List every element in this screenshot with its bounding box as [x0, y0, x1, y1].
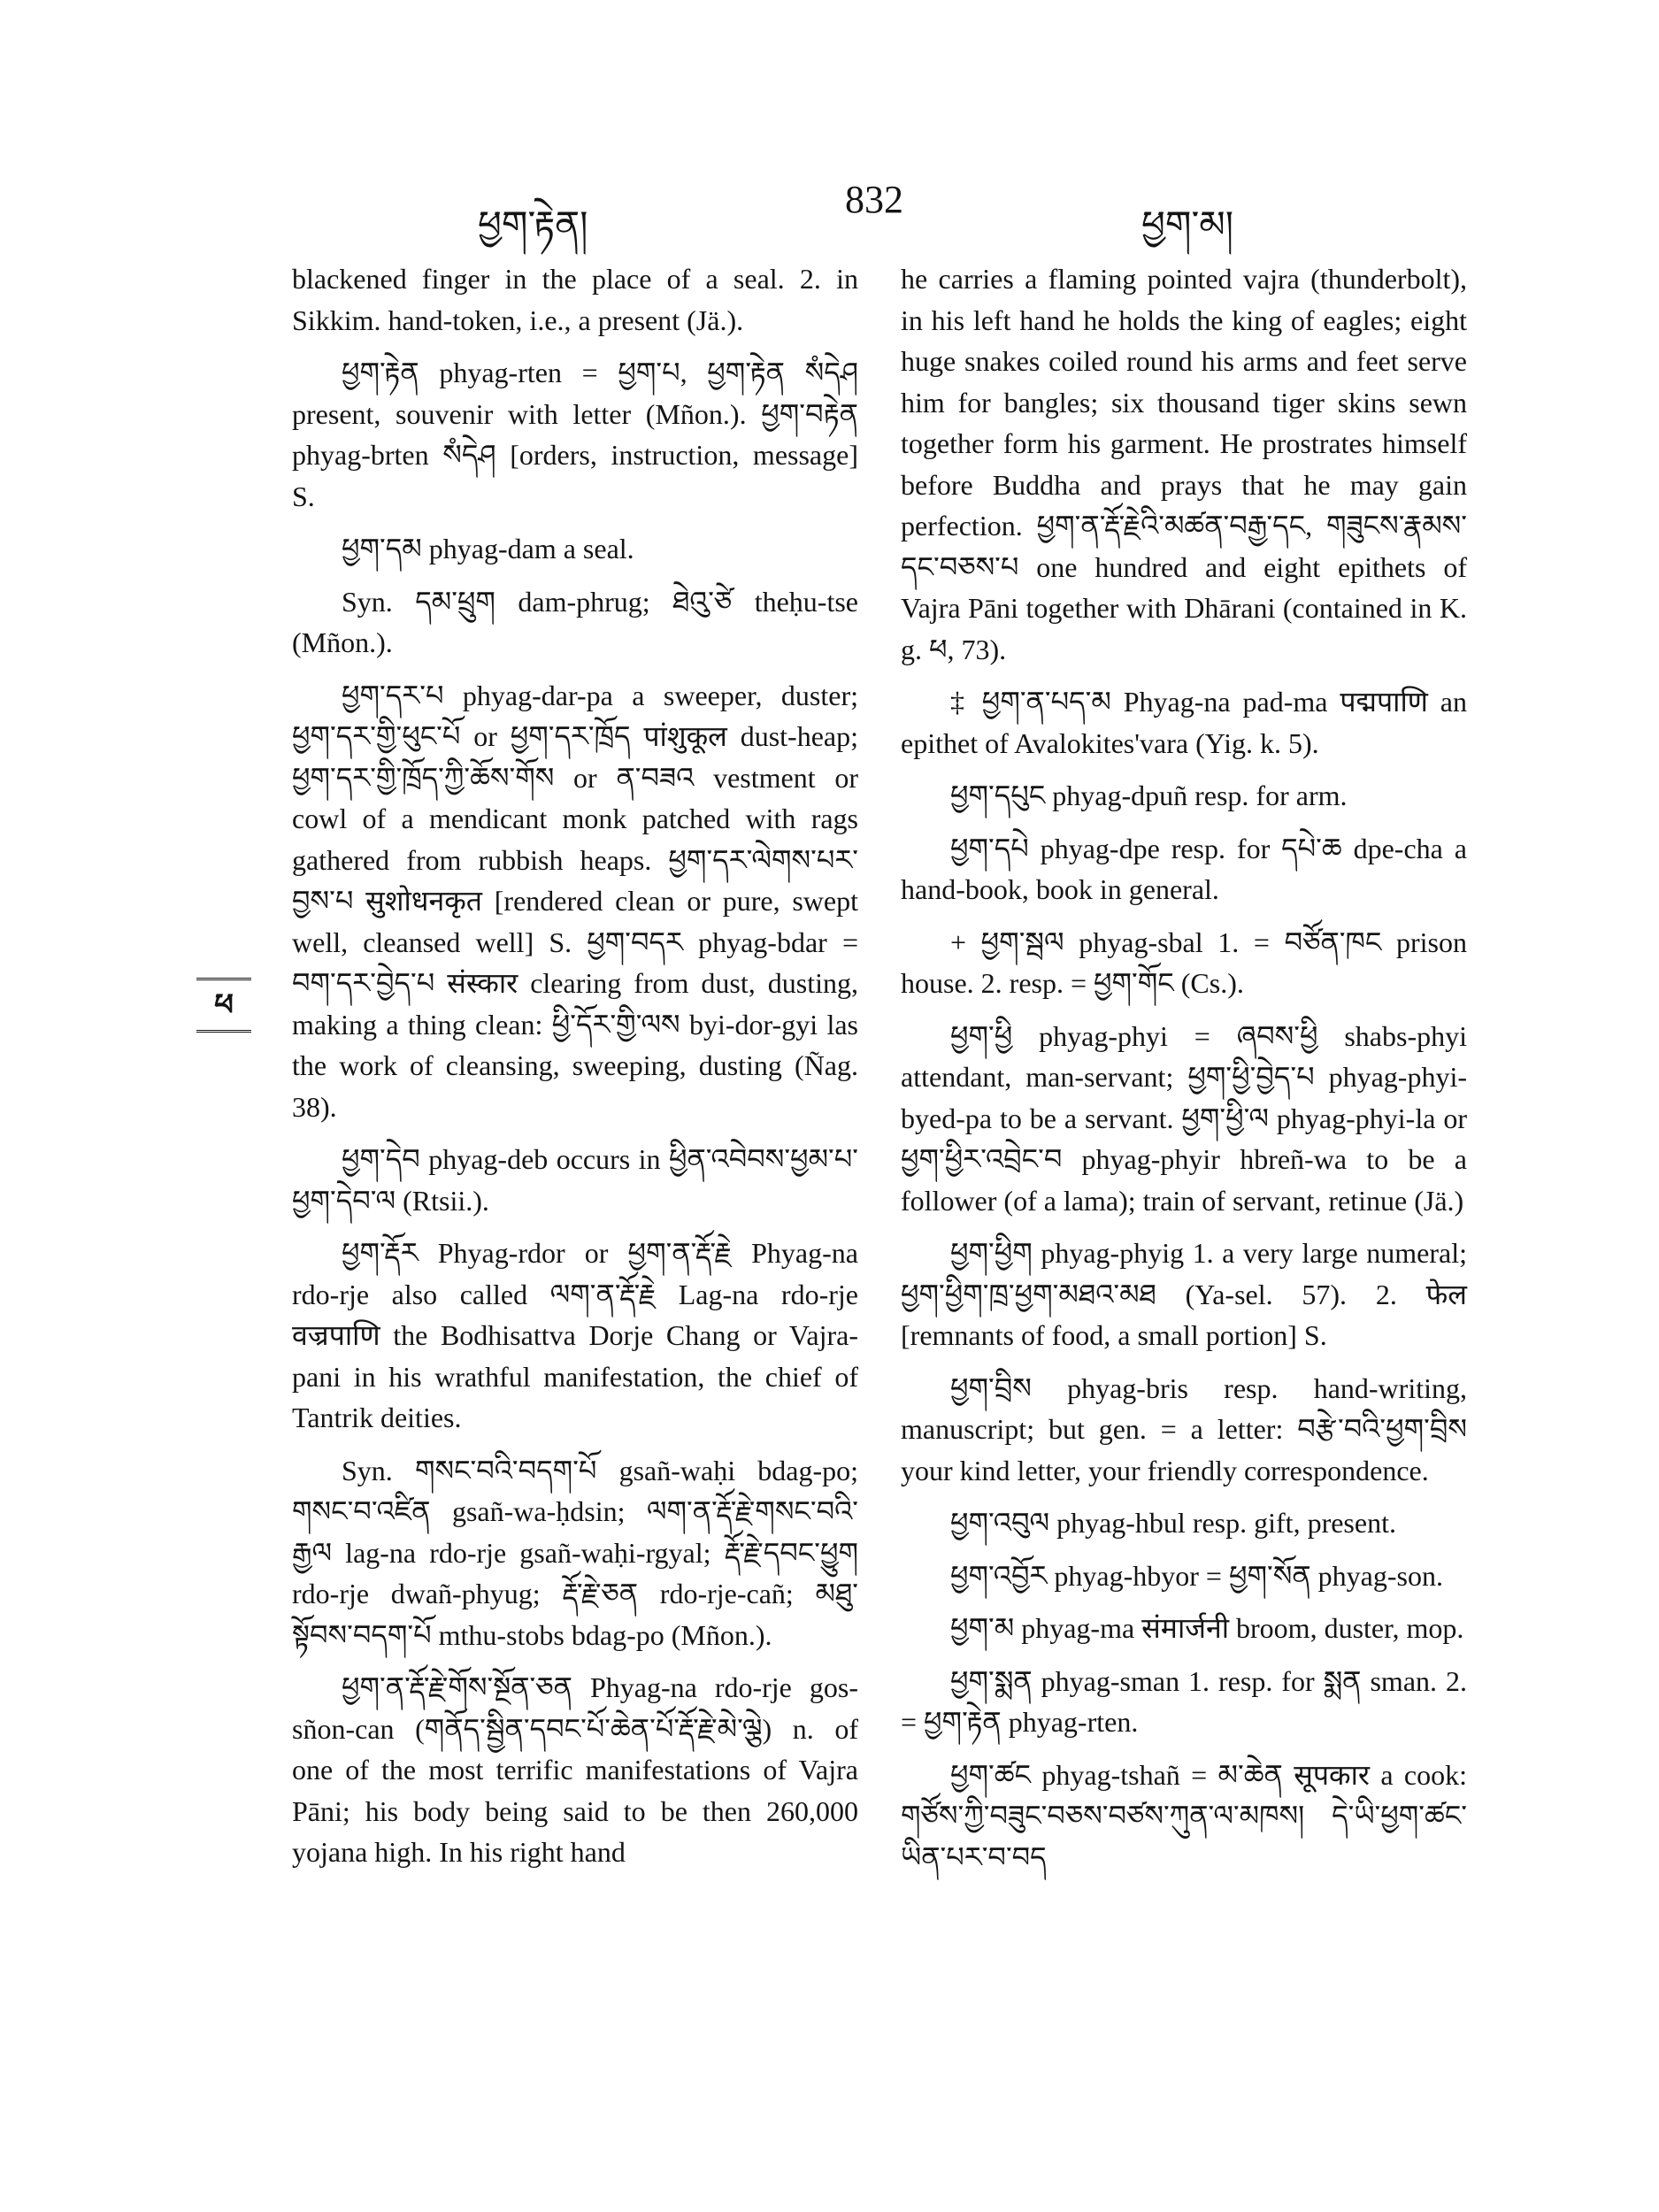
entry: ཕྱག་འབྱོར phyag-hbyor = ཕྱག་སོན phyag-son.: [950, 1559, 1443, 1592]
entry: ཕྱག་དར་པ phyag-dar-pa a sweeper, duster; ཕྱག་དར་གྱི་ཕུང་པོ or ཕྱག་དར་ཁྲོད पांशुकूल dust-heap; ཕྱག་དར་གྱི་ཁྲོད་ཀྱི་ཆོས་གོས or ན་བཟའ vestment or cowl of a mendicant monk patched with rags gathered from rubbish heaps. ཕྱག་དར་ལེགས་པར་བྱས་པ सुशोधनकृत [rendered clean or pure, swept well, cleansed well] S. ཕྱག་བདར phyag-bdar = བག་དར་བྱེད་པ संस्कार clearing from dust, dusting, making a thing clean: ཕྱི་དོར་གྱི་ལས byi-dor-gyi las the work of cleansing, sweeping, dusting (Ñag. 38).: [292, 679, 858, 1123]
entry: ཕྱག་སྨན phyag-sman 1. resp. for སྨན sman. 2. = ཕྱག་རྟེན phyag-rten.: [901, 1664, 1467, 1738]
page-number: 832: [845, 178, 903, 221]
entry: ཕྱག་རྡོར Phyag-rdor or ཕྱག་ན་རྡོ་རྗེ Phyag-na rdo-rje also called ལག་ན་རྡོ་རྗེ Lag-na rdo-rje वज्रपाणि the Bodhisattva Dorje Chang or Vajra-pani in his wrathful manifestation, the chief of Tantrik deities.: [292, 1237, 858, 1433]
entry: blackened finger in the place of a seal. 2. in Sikkim. hand-token, i.e., a present (Jä.).: [292, 263, 858, 336]
entry: ཕྱག་དམ phyag-dam a seal.: [342, 533, 634, 565]
entry: + ཕྱག་སྦལ phyag-sbal 1. = བཙོན་ཁང prison house. 2. resp. = ཕྱག་གོང (Cs.).: [901, 926, 1467, 999]
entry: ཕྱག་དེབ phyag-deb occurs in ཕྱིན་འབེབས་ཕྱམ་པ་ཕྱག་དེབ་ལ (Rtsii.).: [292, 1143, 858, 1217]
entry: ཕྱག་ཕྱིག phyag-phyig 1. a very large numeral; ཕྱག་ཕྱིག་ཁྲ་ཕྱག་མཐའ་མཐ (Ya-sel. 57). 2. फेल [remnants of food, a small portion] S.: [901, 1237, 1467, 1351]
header-left-word: ཕྱག་རྟེན།: [478, 203, 588, 246]
entry: he carries a flaming pointed vajra (thunderbolt), in his left hand he holds the king of eagles; eight huge snakes coiled round his arms and feet serve him for bangles; six thousand tiger skins sewn together form his garment. He prostrates himself before Buddha and prays that he may gain perfection. ཕྱག་ན་རྡོ་རྗེའི་མཚན་བརྒྱ་དང, གཟུངས་རྣམས་དང་བཅས་པ one hundred and eight epithets of Vajra Pāni together with Dhārani (contained in K. g. ཕ, 73).: [901, 263, 1467, 665]
entry: ཕྱག་རྟེན phyag-rten = ཕྱག་པ, ཕྱག་རྟེན སཾདེཤ present, souvenir with letter (Mñon.). ཕྱག་བརྟེན phyag-brten སཾདེཤ [orders, instruction, message] S.: [292, 357, 858, 512]
entry: ཕྱག་འབུལ phyag-hbul resp. gift, present.: [950, 1507, 1396, 1539]
left-column: [292, 258, 858, 1885]
right-column: [901, 258, 1467, 1889]
entry: ཕྱག་མ phyag-ma संमार्जनी broom, duster, mop.: [950, 1612, 1464, 1644]
entry: ཕྱག་དཔེ phyag-dpe resp. for དཔེ་ཆ dpe-cha a hand-book, book in general.: [901, 832, 1467, 905]
entry: Syn. གསང་བའི་བདག་པོ gsañ-waḥi bdag-po; གསང་བ་འཛིན gsañ-wa-ḥdsin; ལག་ན་རྡོ་རྗེ་གསང་བའི་རྒྱལ lag-na rdo-rje gsañ-waḥi-rgyal; རྡོ་རྗེ་དབང་ཕྱུག rdo-rje dwañ-phyug; རྡོ་རྗེ་ཅན rdo-rje-cañ; མཐུ་སྟོབས་བདག་པོ mthu-stobs bdag-po (Mñon.).: [292, 1454, 858, 1651]
entry: ཕྱག་བྲིས phyag-bris resp. hand-writing, manuscript; but gen. = a letter: བརྩེ་བའི་ཕྱག་བྲིས your kind letter, your friendly correspondence.: [901, 1371, 1467, 1486]
header-right-word: ཕྱག་མ།: [1141, 203, 1234, 246]
entry: ཕྱག་དཔུང phyag-dpuñ resp. for arm.: [950, 780, 1348, 811]
entry: Syn. དམ་ཕྲུག dam-phrug; ཐེའུ་ཙེ theḥu-tse (Mñon.).: [292, 585, 858, 658]
entry: ཕྱག་ན་རྡོ་རྗེ་གོས་སྔོན་ཅན Phyag-na rdo-rje gos-sñon-can (གནོད་སྦྱིན་དབང་པོ་ཆེན་པོ་རྡོ་རྗེ་མེ་ལྕེ) n. of one of the most terrific manifestations of Vajra Pāni; his body being said to be then 260,000 yojana high. In his right hand: [292, 1671, 858, 1868]
entry: ‡ ཕྱག་ན་པད་མ Phyag-na pad-ma पद्मपाणि an epithet of Avalokites'vara (Yig. k. 5).: [901, 686, 1467, 759]
thumb-index-mark: ཕ: [196, 978, 251, 1033]
entry: ཕྱག་ཕྱི phyag-phyi = ཞབས་ཕྱི shabs-phyi attendant, man-servant; ཕྱག་ཕྱི་བྱེད་པ phyag-phyi-byed-pa to be a servant. ཕྱག་ཕྱི་ལ phyag-phyi-la or ཕྱག་ཕྱིར་འབྲེང་བ phyag-phyir hbreñ-wa to be a follower (of a lama); train of servant, retinue (Jä.): [901, 1019, 1467, 1217]
page-header: [292, 177, 1486, 246]
entry: ཕྱག་ཚང phyag-tshañ = མ་ཆེན सूपकार a cook: གཙོས་ཀྱི་བཟུང་བཅས་བཙས་ཀུན་ལ་མཁས། དེ་ཡི་ཕྱག་ཚང་ཡིན་པར་བ་བད: [901, 1758, 1467, 1873]
